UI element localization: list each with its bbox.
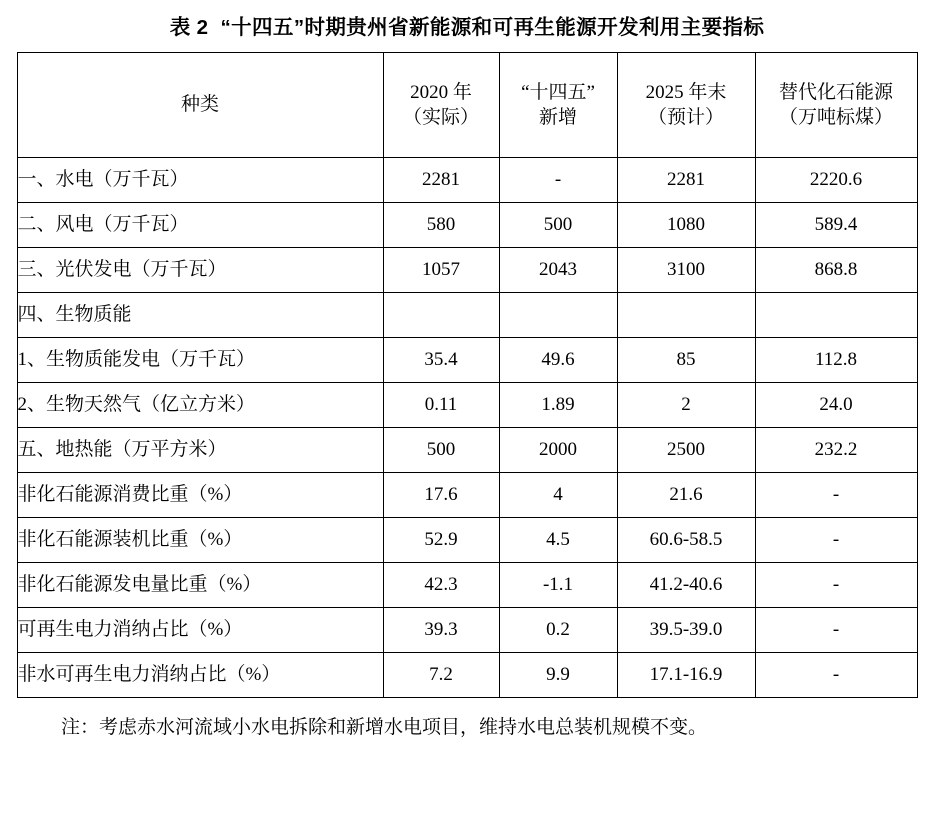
row-value: 2500: [617, 428, 755, 473]
header-line: 替代化石能源: [778, 81, 893, 103]
row-value: 17.1-16.9: [617, 653, 755, 698]
row-label: 可再生电力消纳占比（%）: [17, 608, 383, 653]
row-value: 60.6-58.5: [617, 518, 755, 563]
row-value: 39.5-39.0: [617, 608, 755, 653]
row-value: 0.2: [499, 608, 617, 653]
row-label: 非化石能源消费比重（%）: [17, 473, 383, 518]
header-line: （万吨标煤）: [778, 107, 893, 128]
row-value: 49.6: [499, 338, 617, 383]
header-line: 种类: [180, 94, 219, 116]
row-value: 35.4: [383, 338, 499, 383]
row-value: 4.5: [499, 518, 617, 563]
table-body: [17, 158, 917, 698]
table-row: [17, 248, 917, 293]
header-cell-2025: [617, 53, 755, 158]
table-title-text: “十四五”时期贵州省新能源和可再生能源开发利用主要指标: [220, 16, 765, 39]
row-value: -: [755, 473, 917, 518]
indicators-table: [17, 52, 918, 698]
row-value: 42.3: [383, 563, 499, 608]
header-line: “十四五”: [521, 81, 595, 103]
row-value: -: [755, 653, 917, 698]
row-label: 一、水电（万千瓦）: [17, 158, 383, 203]
table-row: [17, 338, 917, 383]
row-value: 1.89: [499, 383, 617, 428]
row-value: 1057: [383, 248, 499, 293]
row-value: 500: [499, 203, 617, 248]
table-title: [0, 0, 934, 52]
row-value: 2281: [383, 158, 499, 203]
row-value: 0.11: [383, 383, 499, 428]
row-value: 500: [383, 428, 499, 473]
row-value: 2: [617, 383, 755, 428]
header-line: （实际）: [402, 107, 479, 128]
row-value: 2043: [499, 248, 617, 293]
row-value: 7.2: [383, 653, 499, 698]
row-value: 21.6: [617, 473, 755, 518]
table-number: 表 2: [169, 16, 209, 39]
row-label: 二、风电（万千瓦）: [17, 203, 383, 248]
table-row: [17, 293, 917, 338]
row-value: 17.6: [383, 473, 499, 518]
table-row: [17, 383, 917, 428]
row-label: 非水可再生电力消纳占比（%）: [17, 653, 383, 698]
row-value: -: [755, 518, 917, 563]
row-label: 1、生物质能发电（万千瓦）: [17, 338, 383, 383]
table-row: [17, 473, 917, 518]
header-line: （预计）: [647, 107, 724, 128]
table-row: [17, 518, 917, 563]
row-label: 三、光伏发电（万千瓦）: [17, 248, 383, 293]
row-value: 24.0: [755, 383, 917, 428]
row-value: 2281: [617, 158, 755, 203]
row-value: -: [755, 563, 917, 608]
row-value: 9.9: [499, 653, 617, 698]
row-value: -: [755, 608, 917, 653]
row-value: [383, 293, 499, 338]
table-row: [17, 158, 917, 203]
header-line: 2020 年: [410, 81, 472, 103]
table-note: 注：考虑赤水河流域小水电拆除和新增水电项目，维持水电总装机规模不变。: [61, 717, 708, 738]
table-row: [17, 608, 917, 653]
header-line: 新增: [538, 107, 577, 128]
row-value: [499, 293, 617, 338]
row-label: 非化石能源发电量比重（%）: [17, 563, 383, 608]
row-value: 112.8: [755, 338, 917, 383]
row-value: 232.2: [755, 428, 917, 473]
row-label: 四、生物质能: [17, 293, 383, 338]
header-cell-2020: [383, 53, 499, 158]
row-value: 39.3: [383, 608, 499, 653]
table-row: [17, 428, 917, 473]
row-value: 2000: [499, 428, 617, 473]
row-value: 2220.6: [755, 158, 917, 203]
row-value: 580: [383, 203, 499, 248]
row-value: 1080: [617, 203, 755, 248]
header-cell-fossil-substitute: [755, 53, 917, 158]
row-label: 2、生物天然气（亿立方米）: [17, 383, 383, 428]
row-value: 4: [499, 473, 617, 518]
row-value: [617, 293, 755, 338]
row-label: 非化石能源装机比重（%）: [17, 518, 383, 563]
row-value: 868.8: [755, 248, 917, 293]
row-label: 五、地热能（万平方米）: [17, 428, 383, 473]
row-value: -1.1: [499, 563, 617, 608]
row-value: [755, 293, 917, 338]
row-value: 3100: [617, 248, 755, 293]
header-line: 2025 年末: [645, 81, 727, 103]
table-row: [17, 203, 917, 248]
row-value: 589.4: [755, 203, 917, 248]
table-row: [17, 563, 917, 608]
row-value: 41.2-40.6: [617, 563, 755, 608]
table-row: [17, 653, 917, 698]
row-value: -: [499, 158, 617, 203]
header-cell-category: [17, 53, 383, 158]
row-value: 85: [617, 338, 755, 383]
header-cell-increment: [499, 53, 617, 158]
table-header: [17, 53, 917, 158]
header-row: [17, 53, 917, 158]
row-value: 52.9: [383, 518, 499, 563]
